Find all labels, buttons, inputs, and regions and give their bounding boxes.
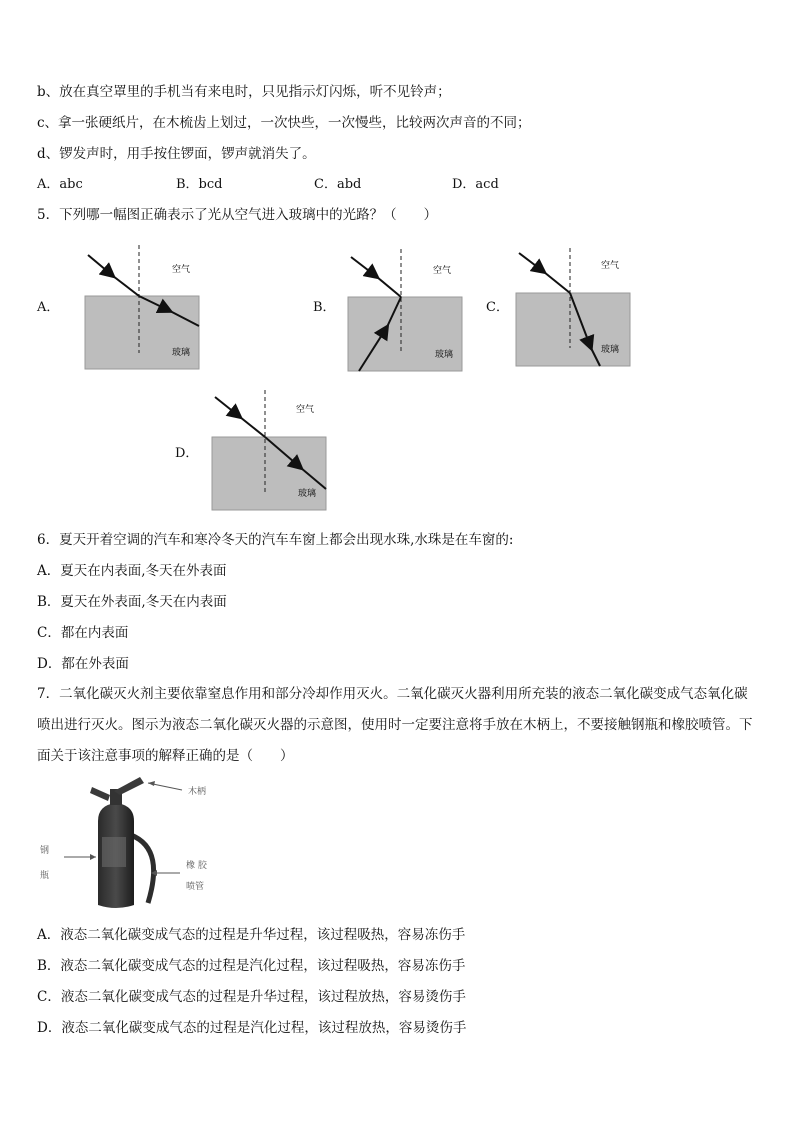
incident-arrow [88,255,113,276]
q4-option-c[interactable]: C．abd [314,177,362,192]
q5-figure-a[interactable] [80,245,210,375]
air-label: 空气 [296,405,315,415]
statement-b: b、放在真空罩里的手机当有来电时，只见指示灯闪烁，听不见铃声； [37,84,451,100]
q5-label-b[interactable]: B． [313,300,336,315]
q5-label-c[interactable]: C． [486,300,509,315]
q4-option-b[interactable]: B．bcd [176,177,223,192]
incident-ray [377,277,401,297]
q5-label-a[interactable]: A． [37,300,60,315]
q6-option-d[interactable]: D．都在外表面 [37,656,129,672]
statement-c: c、拿一张硬纸片，在木梳齿上划过，一次快些，一次慢些，比较两次声音的不同； [37,115,531,131]
lever [90,787,110,801]
steel-label-1: 钢 [40,846,50,856]
rubber-label: 橡 胶 [186,861,207,871]
incident-arrow [519,253,544,272]
q5-figure-c[interactable] [513,248,638,370]
bottle-label [102,837,126,867]
glass-label: 玻璃 [601,345,620,355]
glass-label: 玻璃 [172,348,191,358]
q7-option-a[interactable]: A．液态二氧化碳变成气态的过程是升华过程，该过程吸热，容易冻伤手 [37,927,466,943]
incident-ray [544,272,570,293]
air-label: 空气 [601,261,620,271]
q5-label-d[interactable]: D． [175,446,199,461]
extinguisher-figure [36,775,236,915]
q5-stem: 5．下列哪一幅图正确表示了光从空气进入玻璃中的光路？（ ） [37,207,438,223]
glass-label: 玻璃 [435,350,454,360]
air-label: 空气 [172,265,191,275]
q7-option-d[interactable]: D．液态二氧化碳变成气态的过程是汽化过程，该过程放热，容易烫伤手 [37,1020,467,1036]
q7-option-c[interactable]: C．液态二氧化碳变成气态的过程是升华过程，该过程放热，容易烫伤手 [37,989,466,1005]
q6-stem: 6．夏天开着空调的汽车和寒冷冬天的汽车车窗上都会出现水珠,水珠是在车窗的: [37,532,514,548]
glass-block [516,293,630,366]
incident-ray [113,276,139,296]
glass-label: 玻璃 [298,489,317,499]
air-label: 空气 [433,266,452,276]
q4-option-a[interactable]: A．abc [37,177,83,192]
statement-d: d、锣发声时，用手按住锣面，锣声就消失了。 [37,146,316,162]
incident-arrow [215,397,240,417]
wooden-handle [114,777,144,795]
q4-option-d[interactable]: D．acd [452,177,499,192]
q7-stem: 7．二氧化碳灭火剂主要依靠窒息作用和部分冷却作用灭火。二氧化碳灭火器利用所充装的液态二氧化碳变成气态氧化碳喷出进行灭火。图示为液态二氧化碳灭火器的示意图，使用时一定要注意将手放在木柄上，不要接触钢瓶和橡胶喷管。下面关于该注意事项的解释正确的是（ ） [37,686,753,764]
q7-option-b[interactable]: B．液态二氧化碳变成气态的过程是汽化过程，该过程吸热，容易冻伤手 [37,958,466,974]
nozzle-label: 喷管 [186,882,205,892]
q6-option-a[interactable]: A．夏天在内表面,冬天在外表面 [37,563,227,579]
q5-figure-b[interactable] [345,249,470,375]
incident-arrow [351,257,377,277]
handle-label: 木柄 [188,787,207,797]
q5-figure-d[interactable] [208,390,333,514]
glass-block [85,296,199,369]
rubber-hose [131,835,154,903]
q6-option-c[interactable]: C．都在内表面 [37,625,129,641]
q6-option-b[interactable]: B．夏天在外表面,冬天在内表面 [37,594,227,610]
incident-ray [240,417,265,437]
steel-label-2: 瓶 [40,871,50,881]
